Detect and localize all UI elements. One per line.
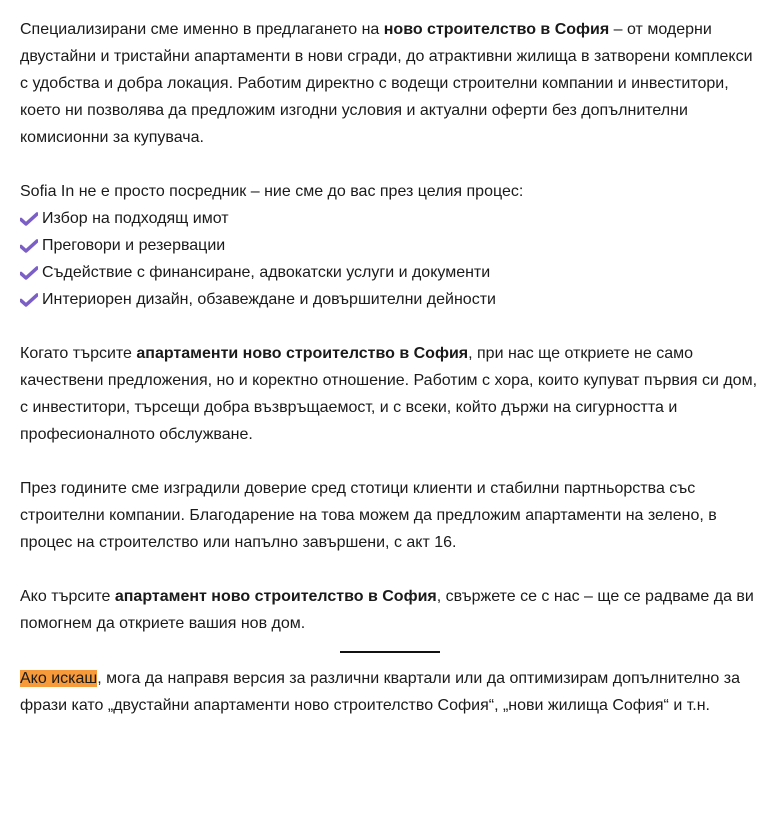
text: Когато търсите xyxy=(20,345,137,362)
list-item-label: Преговори и резервации xyxy=(42,237,226,254)
check-icon xyxy=(20,239,42,253)
article xyxy=(20,16,760,746)
list-item-label: Съдействие с финансиране, адвокатски услуги и документи xyxy=(42,264,491,281)
text: , при нас ще откриете не само качествени предложения, но и коректно отношение. Работим с хора, които купуват първия си дом, с инвеститори, търсещи добра възвръщаемост, и с всеки, който държи на сигурността и професионалното обслужване. xyxy=(20,345,758,443)
divider xyxy=(340,651,440,653)
paragraph-note xyxy=(20,665,760,719)
services-list xyxy=(20,205,760,313)
paragraph-contact xyxy=(20,583,760,637)
check-icon xyxy=(20,212,42,226)
paragraph-trust: През годините сме изградили доверие сред стотици клиенти и стабилни партньорства със строителни компании. Благодарение на това можем да предложим апартаменти на зелено, в процес на строителство или напълно завършени, с акт 16. xyxy=(20,480,717,551)
check-icon xyxy=(20,293,42,307)
bold-keyword: апартамент ново строителство в София xyxy=(114,588,437,605)
text: , свържете се с нас – ще се радваме да ви помогнем да откриете вашия нов дом. xyxy=(20,588,754,632)
list-item-label: Избор на подходящ имот xyxy=(42,210,229,227)
highlighted-text: Ако искаш xyxy=(20,670,98,687)
check-icon xyxy=(20,266,42,280)
bold-keyword: апартаменти ново строителство в София xyxy=(136,345,469,362)
text: , мога да направя версия за различни квартали или да оптимизирам допълнително за фрази като „двустайни апартаменти ново строителство София“, „нови жилища София“ и т.н. xyxy=(20,670,741,714)
bold-keyword: ново строителство в София xyxy=(383,21,610,38)
list-item xyxy=(20,232,760,259)
text: – от модерни двустайни и тристайни апартаменти в нови сгради, до атрактивни жилища в затворени комплекси с удобства и добра локация. Работим директно с водещи строителни компании и инвеститори, което ни позволява да предложим изгодни условия и актуални оферти без допълнителни комисионни за купувача. xyxy=(20,21,753,146)
list-item xyxy=(20,259,760,286)
list-item xyxy=(20,286,760,313)
text: Специализирани сме именно в предлагането на xyxy=(20,21,384,38)
paragraph-intro xyxy=(20,16,760,151)
list-item xyxy=(20,205,760,232)
text: Ако търсите xyxy=(20,588,115,605)
list-item-label: Интериорен дизайн, обзавеждане и довършителни дейности xyxy=(42,291,496,308)
paragraph-search xyxy=(20,340,760,448)
paragraph-process: Sofia In не е просто посредник – ние сме до вас през целия процес: xyxy=(20,183,524,200)
